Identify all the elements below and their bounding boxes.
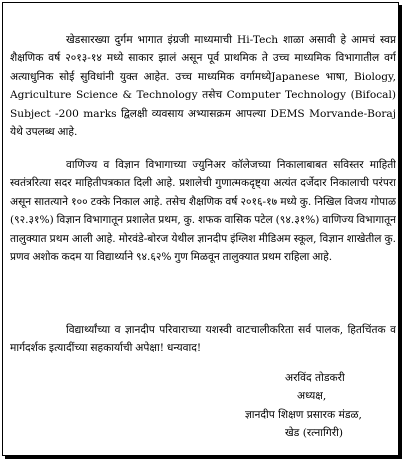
paragraph-intro: खेडसारख्या दुर्गम भागात इंग्रजी माध्यमाची Hi-Tech शाळा असावी हे आमचं स्वप्न शैक्षणिक वर्ष २०१३-१४ मध्ये साकार झालं असून पूर्व प्राथमिक ते उच्च माध्यमिक विभागातील वर्ग अत्याधुनिक सोई सुविधांनी युक्त आहेत. उच्च माध्यमिक वर्गामध्येJapanese भाषा, Biology, Agriculture Science & Technology तसेच Computer Technology (Bifocal) Subject -200 marks द्विलक्षी व्यवसाय अभ्यासक्रम आपल्या DEMS Morvande-Boraj येथे उपलब्ध आहे. xyxy=(10,34,396,139)
signatory-place: खेड (रत्नागिरी) xyxy=(285,427,343,440)
signatory-organization: ज्ञानदीप शिक्षण प्रसारक मंडळ, xyxy=(245,408,362,421)
signature-block xyxy=(227,369,397,443)
paragraph-results: वाणिज्य व विज्ञान विभागाच्या ज्युनिअर कॉलेजच्या निकालाबाबत सविस्तर माहिती स्वतंत्ररित्या सदर माहितीपत्रकात दिली आहे. प्रशालेची गुणात्मकदृष्ट्या अत्यंत दर्जेदार निकालाची परंपरा असून सातत्याने १०० टक्के निकाल आहे. तसेच शैक्षणिक वर्ष २०१६-१७ मध्ये कु. निखिल विजय गोपाळ (९२.३१%) विज्ञान विभागातून प्रशालेत प्रथम, कु. शफक वासिक पटेल (९४.३१%) वाणिज्य विभागातून तालुक्यात प्रथम आली आहे. मोरवंडे-बोरज येथील ज्ञानदीप इंग्लिश मीडिअम स्कूल, विज्ञान शाखेतील कु. प्रणव अशोक कदम या विद्यार्थ्याने ९४.६२% गुण मिळवून तालुक्यात प्रथम राहिला आहे. xyxy=(10,159,396,264)
letter-frame xyxy=(2,2,399,456)
signatory-designation: अध्यक्ष, xyxy=(297,390,327,403)
paragraph-closing: विद्यार्थ्यांच्या व ज्ञानदीप परिवाराच्या यशस्वी वाटचालीकरिता सर्व पालक, हितचिंतक व मार्गदर्शक इत्यादींच्या सहकार्याची अपेक्षा! धन्यवाद! xyxy=(10,324,396,355)
signatory-name: अरविंद तोडकरी xyxy=(285,372,345,384)
